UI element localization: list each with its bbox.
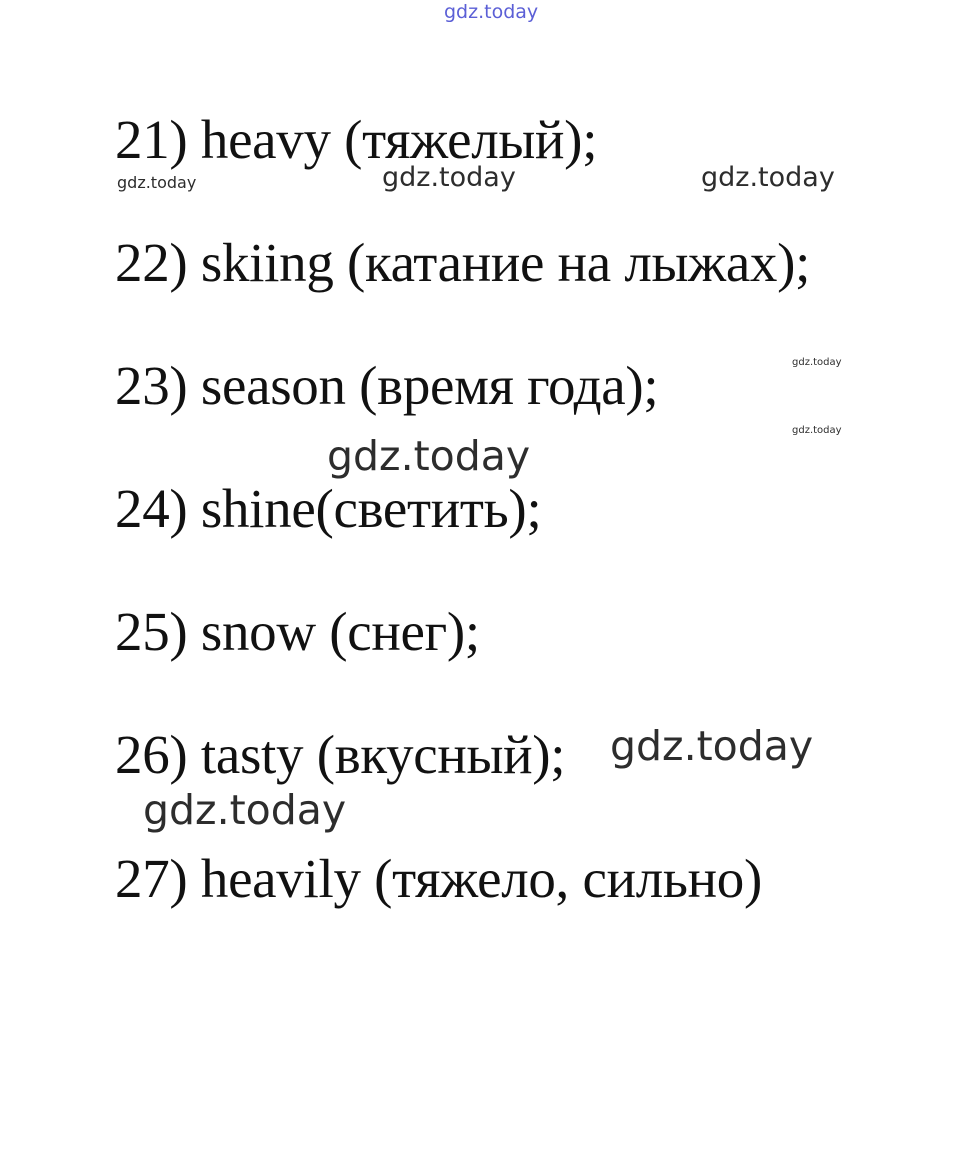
vocab-item-25: 25) snow (снег);	[115, 601, 480, 662]
vocab-item-21: 21) heavy (тяжелый);	[115, 109, 598, 170]
vocab-item-24: 24) shine(светить);	[115, 478, 542, 539]
vocab-item-22: 22) skiing (катание на лыжах);	[115, 232, 811, 293]
watermark: gdz.today	[610, 722, 814, 770]
watermark: gdz.today	[701, 162, 835, 193]
vocab-item-23: 23) season (время года);	[115, 355, 659, 416]
watermark: gdz.today	[792, 357, 842, 368]
watermark: gdz.today	[117, 173, 197, 192]
vocab-item-26: 26) tasty (вкусный);	[115, 724, 566, 785]
watermark: gdz.today	[382, 162, 516, 193]
vocab-item-27: 27) heavily (тяжело, сильно)	[115, 848, 762, 909]
watermark: gdz.today	[327, 432, 531, 480]
watermark-top: gdz.today	[444, 1, 539, 23]
watermark: gdz.today	[143, 786, 347, 834]
watermark: gdz.today	[792, 425, 842, 436]
